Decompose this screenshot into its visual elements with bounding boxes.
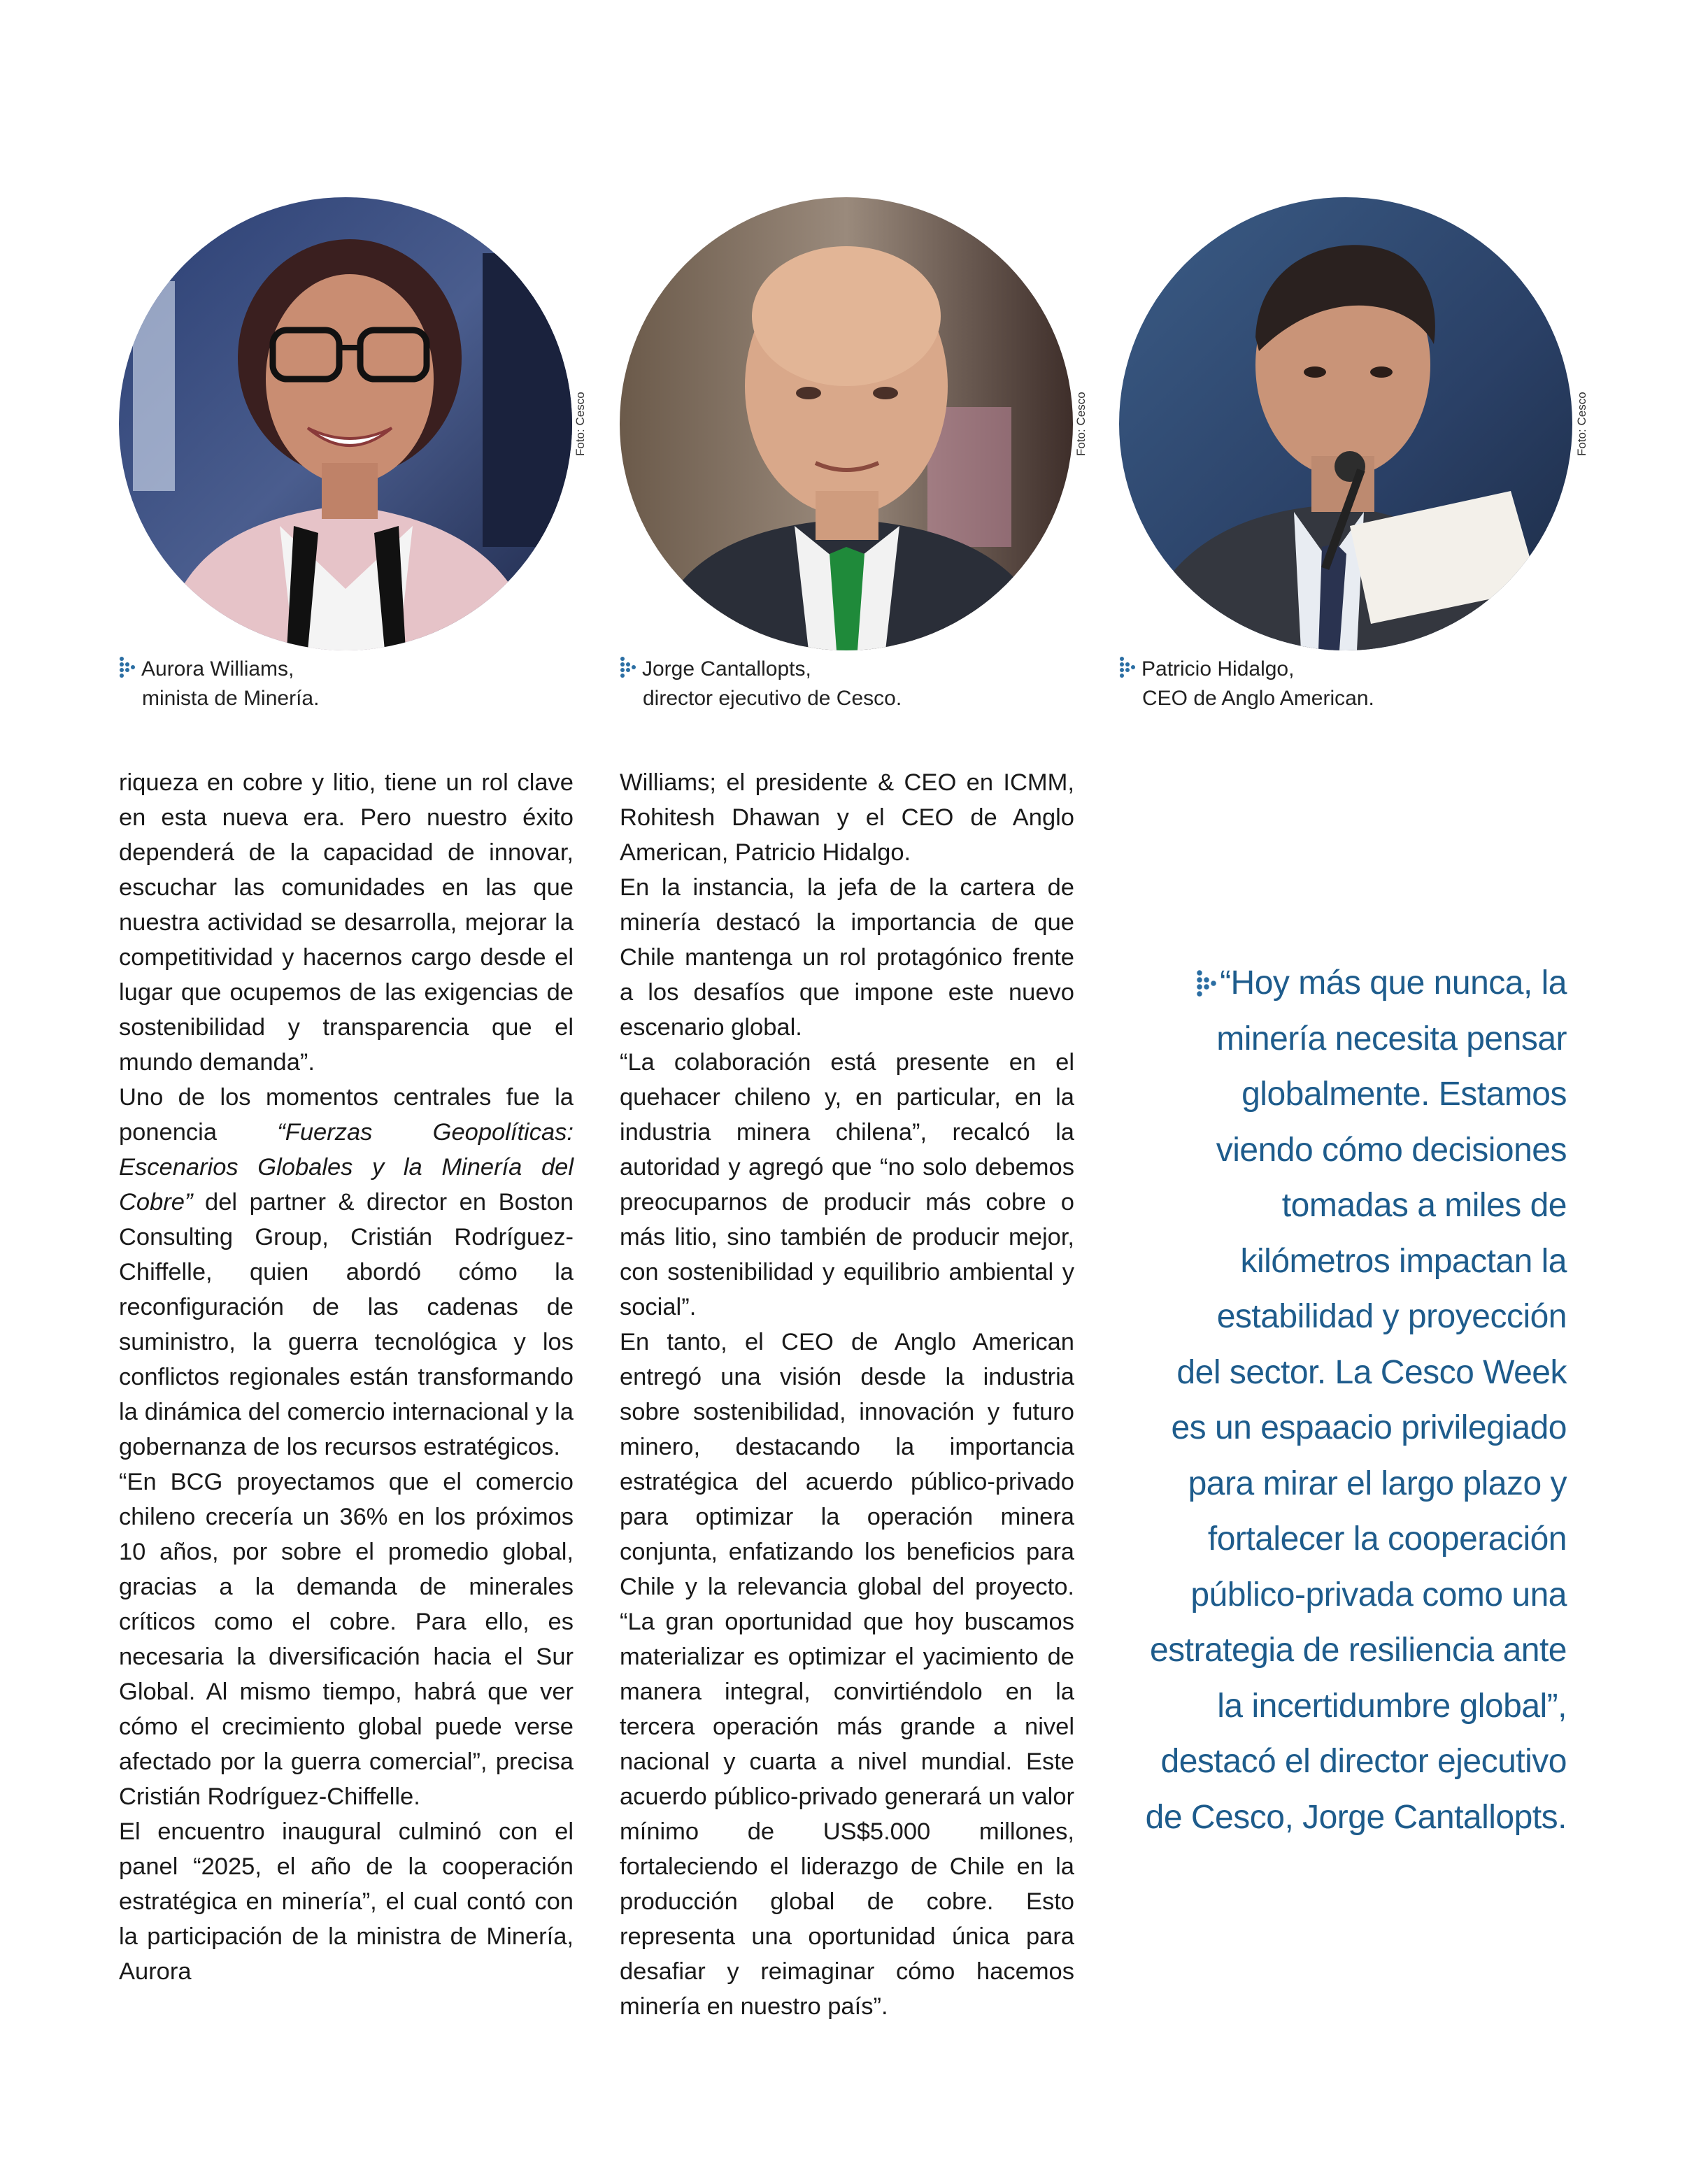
bullet-dots-icon (620, 656, 636, 678)
quote-line (1105, 955, 1567, 1011)
paragraph-text: Uno de los momentos centrales fue la ponencia (119, 1084, 574, 1146)
photo-aurora-williams (119, 197, 572, 650)
quote-line: público-privada como una (1190, 1576, 1567, 1613)
quote-line: fortalecer la cooperación (1207, 1520, 1567, 1558)
quote-line: minería necesita pensar (1216, 1020, 1567, 1057)
portrait-image (1119, 197, 1572, 650)
quote-line: kilómetros impactan la (1240, 1242, 1567, 1280)
quote-line: tomadas a miles de (1281, 1187, 1567, 1224)
bullet-dots-icon (1119, 656, 1136, 678)
quote-line: destacó el director ejecutivo (1160, 1743, 1567, 1780)
caption-name: Patricio Hidalgo, (1141, 657, 1295, 681)
photo-credit: Foto: Cesco (1575, 392, 1588, 456)
quote-line: la incertidumbre global”, (1217, 1687, 1567, 1725)
photo-jorge-cantallopts (620, 197, 1073, 650)
paragraph: El encuentro inaugural culminó con el panel “2025, el año de la cooperación estratégica en minería”, el cual contó con la participación de la ministra de Minería, Aurora (119, 1818, 574, 1985)
caption-jorge-cantallopts (620, 655, 902, 713)
bullet-dots-icon (119, 656, 136, 678)
caption-role: minista de Minería. (142, 687, 320, 710)
quote-line: es un espaacio privilegiado (1171, 1409, 1567, 1446)
paragraph: riqueza en cobre y litio, tiene un rol clave en esta nueva era. Pero nuestro éxito dependerá de la capacidad de innovar, escuchar las comunidades en las que nuestra actividad se desarrolla, mejorar la competitividad y hacernos cargo desde el lugar que ocupemos de las exigencias de sostenibilidad y transparencia que el mundo demanda”. (119, 769, 574, 1076)
portrait-image (119, 197, 572, 650)
quote-line: del sector. La Cesco Week (1176, 1353, 1567, 1391)
article-column-1 (119, 765, 574, 1989)
caption-name: Jorge Cantallopts, (642, 657, 811, 681)
paragraph (119, 1080, 574, 1465)
quote-line: estabilidad y proyección (1216, 1298, 1567, 1335)
quote-line: de Cesco, Jorge Cantallopts. (1145, 1798, 1567, 1836)
paragraph: En tanto, el CEO de Anglo American entregó una visión desde la industria sobre sostenibilidad, innovación y futuro minero, destacando la importancia estratégica del acuerdo público-privado para optimizar la operación minera conjunta, enfatizando los beneficios para Chile y la relevancia global del proyecto. “La gran oportunidad que hoy buscamos materializar es optimizar el yacimiento de manera integral, convirtiéndolo en la tercera operación más grande a nivel nacional y cuarta a nivel mundial. Este acuerdo público-privado generará un valor mínimo de US$5.000 millones, fortaleciendo el liderazgo de Chile en la producción global de cobre. Esto representa una oportunidad única para desafiar y reimaginar cómo hacemos minería en nuestro país”. (620, 1329, 1074, 2020)
paragraph: “La colaboración está presente en el quehacer chileno y, en particular, en la industria minera chilena”, recalcó la autoridad y agregó que “no solo debemos preocuparnos de producir más cobre o más litio, sino también de producir mejor, con sostenibilidad y equilibrio ambiental y social”. (620, 1049, 1074, 1320)
quote-line: para mirar el largo plazo y (1188, 1465, 1567, 1502)
caption-name: Aurora Williams, (141, 657, 294, 681)
quote-line: estrategia de resiliencia ante (1149, 1632, 1567, 1669)
photo-credit: Foto: Cesco (574, 392, 587, 456)
photo-credit: Foto: Cesco (1074, 392, 1088, 456)
caption-aurora-williams (119, 655, 319, 713)
paragraph: “En BCG proyectamos que el comercio chileno crecería un 36% en los próximos 10 años, por sobre el promedio global, gracias a la demanda de minerales críticos como el cobre. Para ello, es necesaria la diversificación hacia el Sur Global. Al mismo tiempo, habrá que ver cómo el crecimiento global puede verse afectado por la guerra comercial”, precisa Cristián Rodríguez-Chiffelle. (119, 1469, 574, 1810)
paragraph: Williams; el presidente & CEO en ICMM, Rohitesh Dhawan y el CEO de Anglo American, Patricio Hidalgo. (620, 769, 1074, 866)
paragraph-text: del partner & director en Boston Consulting Group, Cristián Rodríguez-Chiffelle, quien abordó cómo la reconfiguración de las cadenas de suministro, la guerra tecnológica y los conflictos regionales están transformando la dinámica del comercio internacional y la gobernanza de los recursos estratégicos. (119, 1189, 574, 1460)
portrait-image (620, 197, 1073, 650)
quote-line: globalmente. Estamos (1241, 1076, 1567, 1113)
article-column-2 (620, 765, 1074, 2024)
paragraph: En la instancia, la jefa de la cartera de minería destacó la importancia de que Chile mantenga un rol protagónico frente a los desafíos que impone este nuevo escenario global. (620, 874, 1074, 1041)
bullet-dots-icon (1196, 969, 1217, 998)
caption-role: director ejecutivo de Cesco. (643, 687, 902, 710)
talk-title: “Fuerzas Geopolíticas: Escenarios Globales y la Minería del Cobre” (119, 1119, 574, 1216)
pull-quote (1105, 955, 1567, 1845)
quote-text: “Hoy más que nunca, la (1220, 964, 1567, 1002)
quote-line: viendo cómo decisiones (1216, 1131, 1567, 1169)
caption-patricio-hidalgo (1119, 655, 1374, 713)
photo-patricio-hidalgo (1119, 197, 1572, 650)
caption-role: CEO de Anglo American. (1142, 687, 1374, 710)
